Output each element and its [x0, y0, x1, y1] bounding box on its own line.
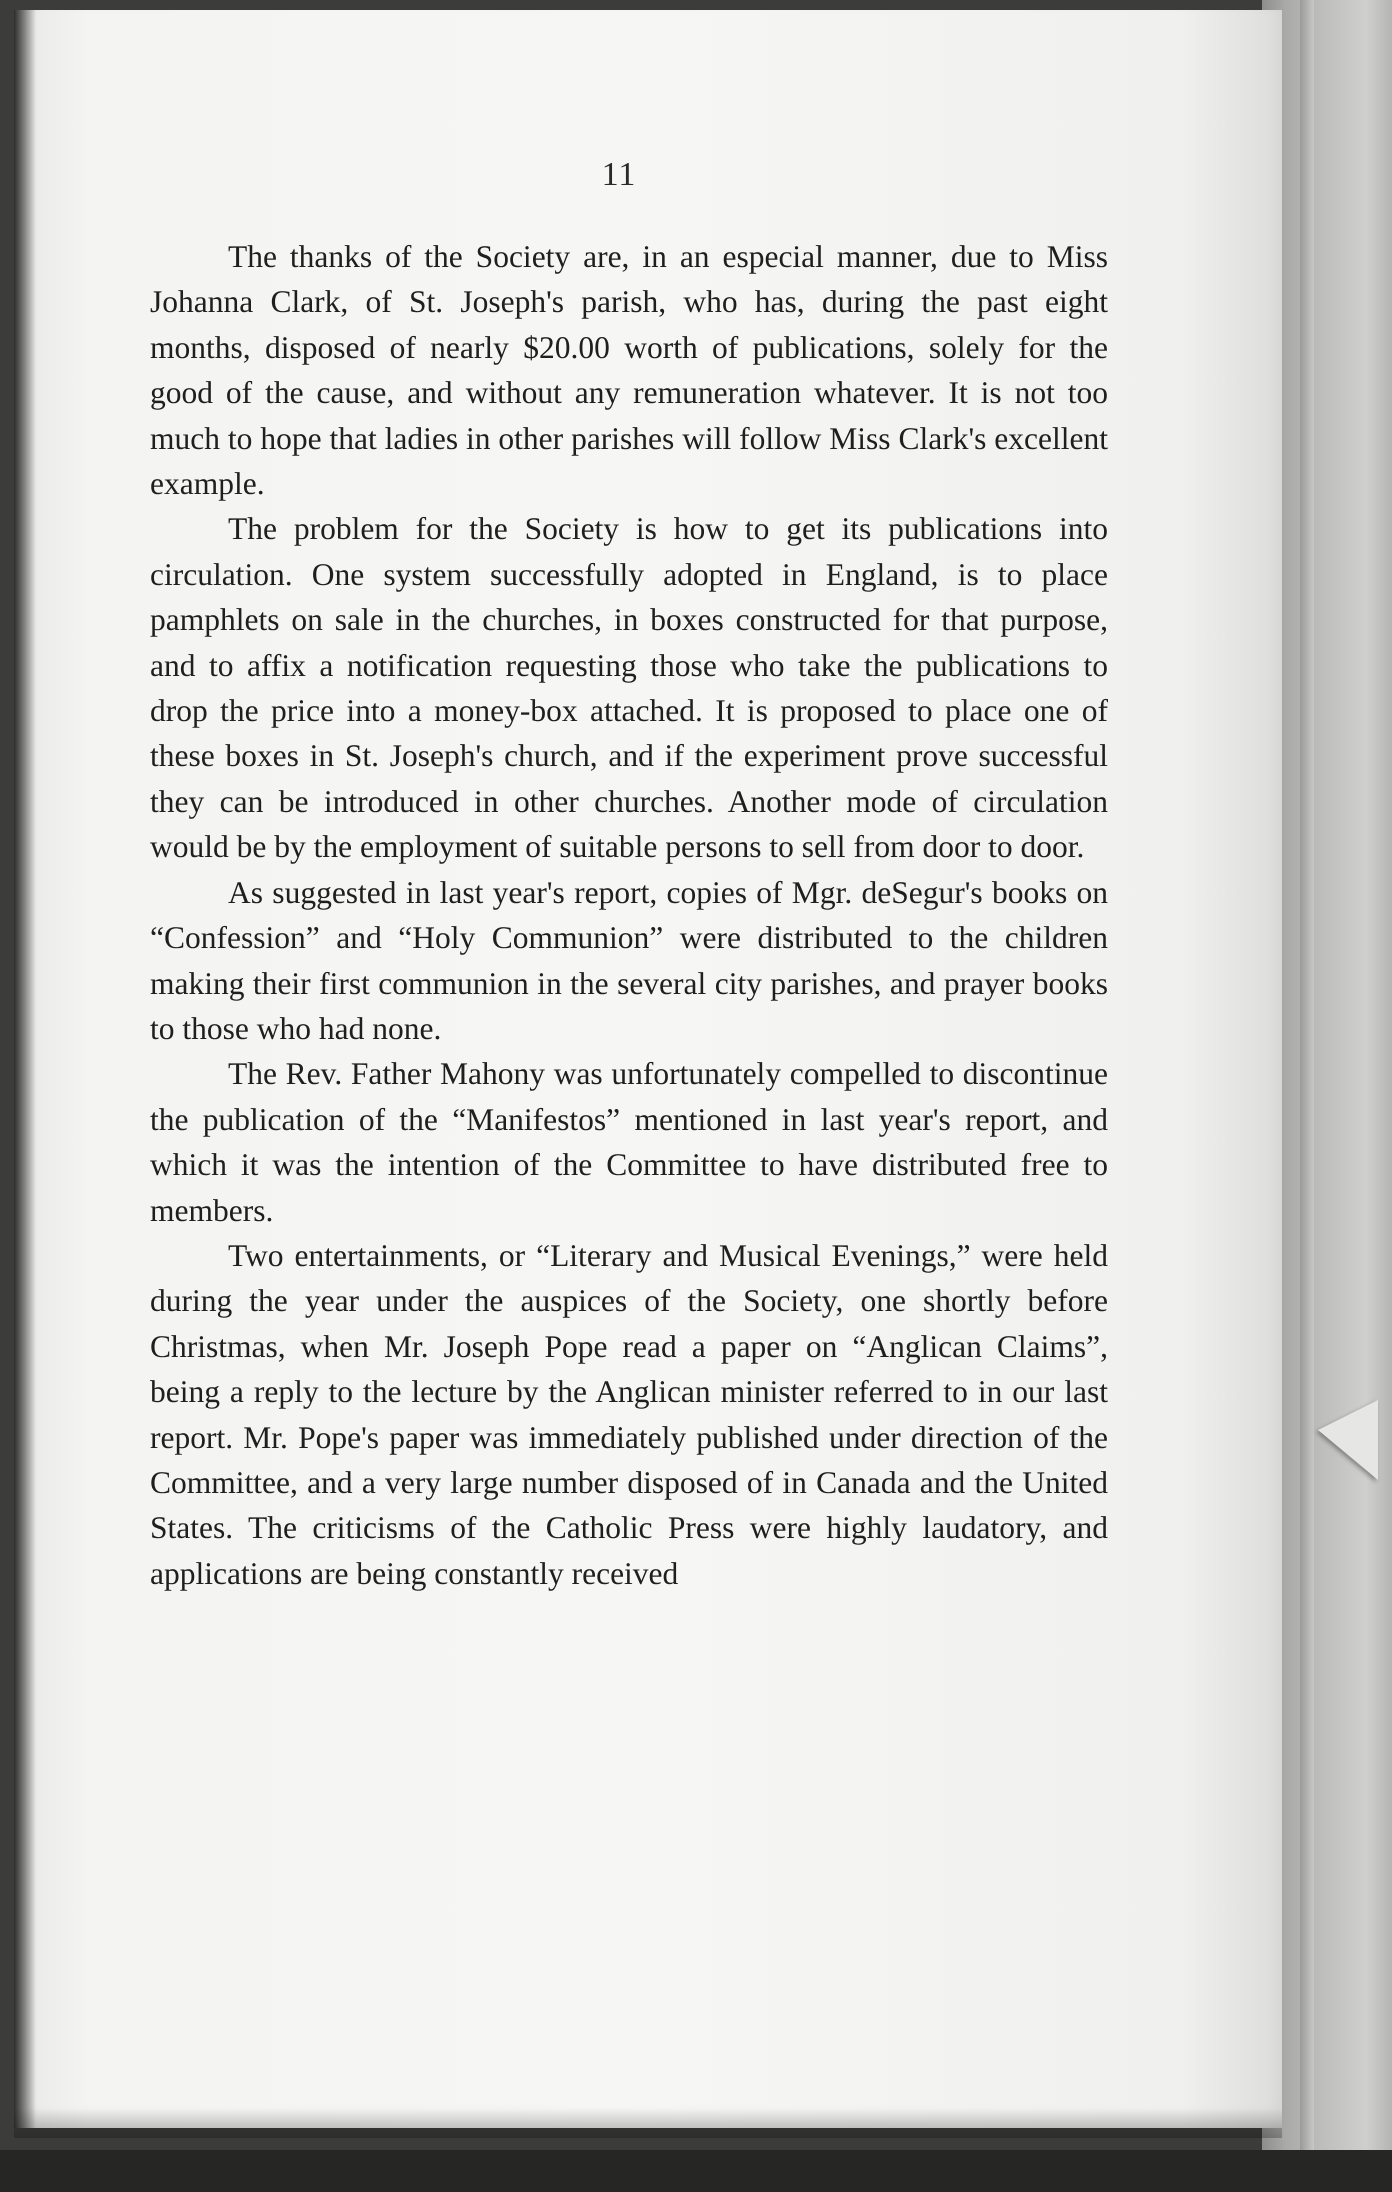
page-tab: [1318, 1400, 1378, 1480]
body-text: [150, 234, 1108, 1596]
paragraph-thanks: The thanks of the Society are, in an especial manner, due to Miss Johanna Clark, of St. Joseph's parish, who has, during the past eight months, disposed of nearly $20.00 worth of publications, solely for the good of the cause, and without any remuneration whatever. It is not too much to hope that ladies in other parishes will follow Miss Clark's excellent example.: [150, 239, 1108, 502]
paragraph-desegur: As suggested in last year's report, copies of Mgr. deSegur's books on “Confession” and “Holy Communion” were distributed to the children making their first communion in the several city parishes, and prayer books to those who had none.: [150, 874, 1108, 1046]
bottom-strip: [0, 2150, 1392, 2192]
paragraph-entertainments: Two entertainments, or “Literary and Musical Evenings,” were held during the year under the auspices of the Society, one shortly before Christmas, when Mr. Joseph Pope read a paper on “Anglican Claims”, being a reply to the lecture by the Anglican minister referred to in our last report. Mr. Pope's paper was immediately published under direction of the Committee, and a very large number disposed of in Canada and the United States. The criticisms of the Catholic Press were highly laudatory, and applications are being constantly received: [150, 1237, 1108, 1591]
page-number: 11: [601, 156, 637, 193]
paragraph-problem: The problem for the Society is how to get its publications into circulation. One system successfully adopted in England, is to place pamphlets on sale in the churches, in boxes constructed for that purpose, and to affix a notification requesting those who take the publications to drop the price into a money-box attached. It is proposed to place one of these boxes in St. Joseph's church, and if the experiment prove successful they can be introduced in other churches. Another mode of circulation would be by the employment of suitable persons to sell from door to door.: [150, 511, 1108, 865]
paragraph-mahony: The Rev. Father Mahony was unfortunately compelled to discontinue the publication of the “Manifestos” mentioned in last year's report, and which it was the intention of the Committee to have distributed free to members.: [150, 1056, 1108, 1228]
page-gutter-shadow: [14, 10, 36, 2128]
board-edge: [1300, 0, 1314, 2192]
page-bottom-shadow: [14, 2108, 1282, 2138]
